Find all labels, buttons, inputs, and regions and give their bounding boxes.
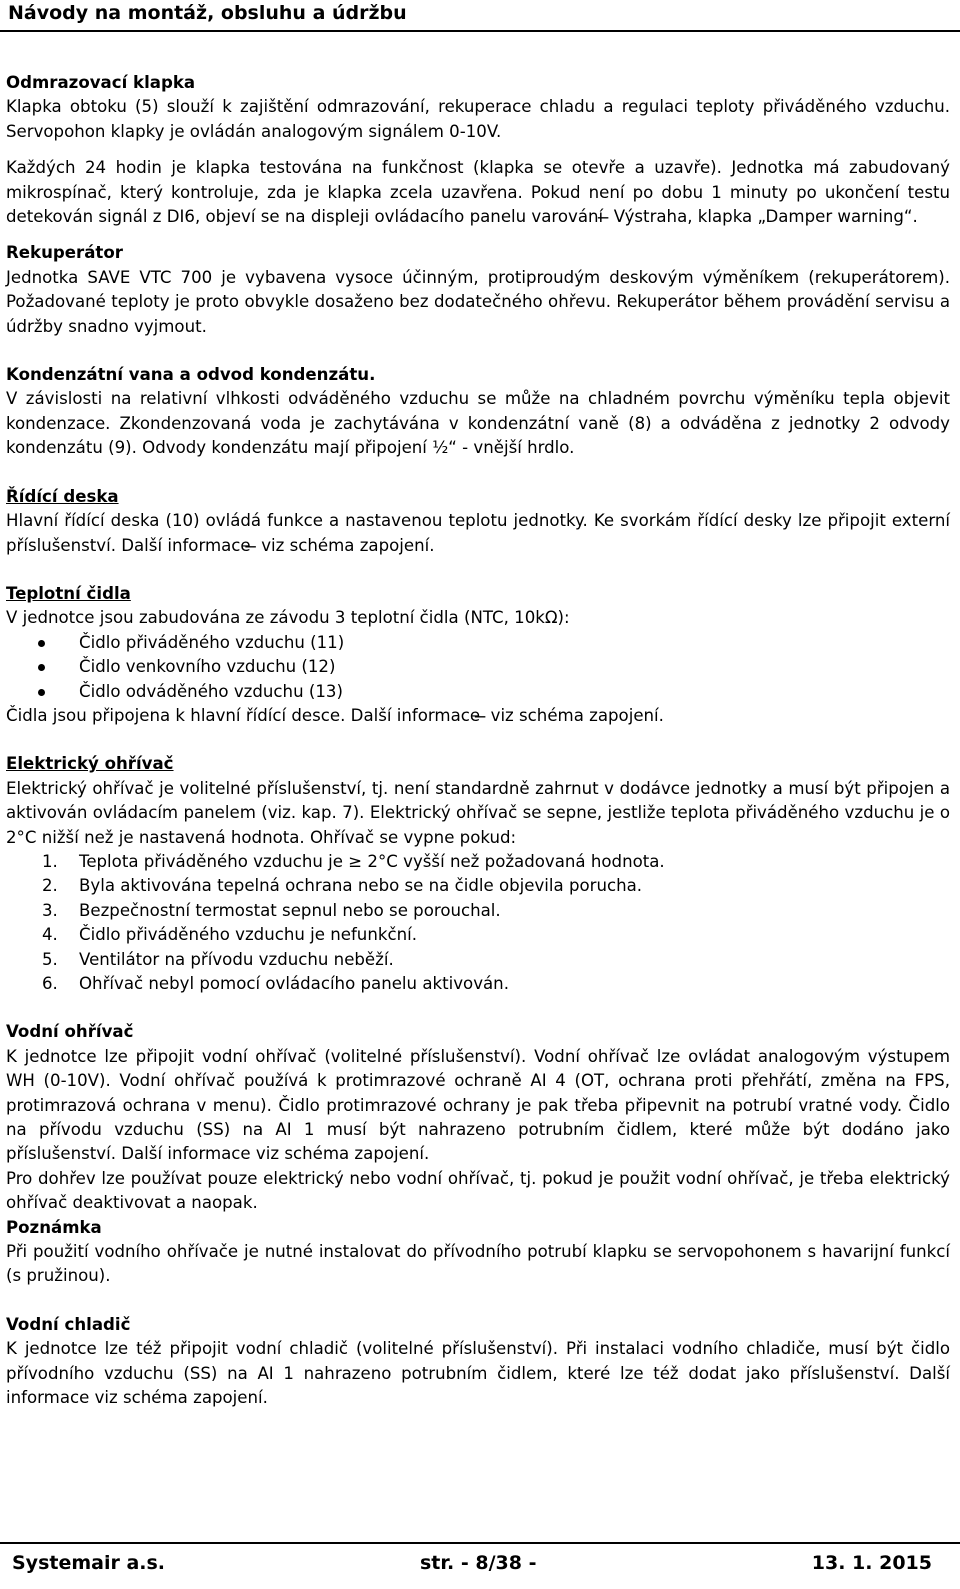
footer-rule bbox=[0, 1542, 960, 1544]
paragraph-water-cooler: K jednotce lze též připojit vodní chladič (volitelné příslušenství). Při instalaci vodního chladiče, musí být čidlo přívodního vzduchu (SS) na AI 1 nahrazeno potrubním čidlem, které lze též dodat jako příslušenství. Další informace viz schéma zapojení. bbox=[6, 1339, 950, 1408]
page-header bbox=[0, 0, 960, 32]
paragraph-water-heater-2: Pro dohřev lze používat pouze elektrický nebo vodní ohřívač, tj. pokud je použit vodní ohřívač, je třeba elektrický ohřívač deaktivovat a naopak. bbox=[6, 1168, 950, 1213]
section-heading-recuperator: Rekuperátor bbox=[6, 243, 123, 263]
list-item bbox=[6, 923, 950, 947]
list-text: Bezpečnostní termostat sepnul nebo se porouchal. bbox=[79, 900, 501, 920]
section-heading-defrost: Odmrazovací klapka bbox=[6, 73, 196, 92]
document-body bbox=[6, 71, 950, 1411]
list-text: Teplota přiváděného vzduchu je ≥ 2°C vyšší než požadovaná hodnota. bbox=[79, 851, 665, 871]
paragraph-sensors-intro: V jednotce jsou zabudována ze závodu 3 teplotní čidla (NTC, 10kΩ): bbox=[6, 608, 570, 628]
section-heading-sensors: Teplotní čidla bbox=[6, 583, 131, 603]
list-item bbox=[6, 972, 950, 996]
list-text: Čidlo přiváděného vzduchu je nefunkční. bbox=[79, 925, 417, 945]
sensor-list bbox=[6, 631, 950, 704]
footer-company: Systemair a.s. bbox=[12, 1552, 166, 1574]
list-number: 2. bbox=[42, 876, 58, 896]
list-item: Čidlo přiváděného vzduchu (11) bbox=[6, 631, 950, 655]
paragraph-recuperator: Jednotka SAVE VTC 700 je vybavena vysoce účinným, protiproudým deskovým výměníkem (rekuperátorem). Požadované teploty je proto obvykle dosaženo bez dodatečného ohřevu. Rekuperátor během provádění servisu a údržby snadno vyjmout. bbox=[6, 267, 950, 336]
list-item bbox=[6, 850, 950, 874]
list-item bbox=[6, 874, 950, 898]
section-heading-control-board: Řídící deska bbox=[6, 486, 119, 506]
list-number: 3. bbox=[42, 900, 58, 920]
list-item bbox=[6, 948, 950, 972]
heater-off-conditions bbox=[6, 850, 950, 996]
paragraph-condensate: V závislosti na relativní vlhkosti odváděného vzduchu se může na chladném povrchu výměníku tepla objevit kondenzace. Zkondenzovaná voda je zachytávána v kondenzátní vaně (8) a odváděna z jednotky 2 odvody kondenzátu (9). Odvody kondenzátu mají připojení ½“ - vnější hrdlo. bbox=[6, 389, 950, 458]
paragraph-defrost-1: Klapka obtoku (5) slouží k zajištění odmrazování, rekuperace chladu a regulaci teploty přiváděného vzduchu. Servopohon klapky je ovládán analogovým signálem 0-10V. bbox=[6, 97, 950, 141]
list-text: Ventilátor na přívodu vzduchu neběží. bbox=[79, 949, 394, 969]
list-number: 4. bbox=[42, 925, 58, 945]
paragraph-electric-heater: Elektrický ohřívač je volitelné příslušenství, tj. není standardně zahrnut v dodávce jednotky a musí být připojen a aktivován ovládacím panelem (viz. kap. 7). Elektrický ohřívač se sepne, jestliže teplota přiváděného vzduchu je o 2°C nižší než je nastavená hodnota. Ohřívač se vypne pokud: bbox=[6, 778, 950, 847]
footer-date: 13. 1. 2015 bbox=[811, 1552, 932, 1574]
list-number: 5. bbox=[42, 949, 58, 969]
list-text: Ohřívač nebyl pomocí ovládacího panelu aktivován. bbox=[79, 974, 509, 993]
list-number: 1. bbox=[42, 851, 58, 871]
paragraph-sensors-outro: Čidla jsou připojena k hlavní řídící desce. Další informace ̶ viz schéma zapojení. bbox=[6, 705, 664, 725]
list-text: Byla aktivována tepelná ochrana nebo se na čidle objevila porucha. bbox=[79, 876, 643, 896]
paragraph-control-board: Hlavní řídící deska (10) ovládá funkce a nastavenou teplotu jednotky. Ke svorkám řídící desky lze připojit externí příslušenství. Další informace ̶ viz schéma zapojení. bbox=[6, 511, 950, 555]
list-number: 6. bbox=[42, 974, 58, 993]
section-heading-electric-heater: Elektrický ohřívač bbox=[6, 754, 174, 774]
list-item: Čidlo venkovního vzduchu (12) bbox=[6, 655, 950, 679]
section-heading-water-cooler: Vodní chladič bbox=[6, 1314, 131, 1334]
paragraph-defrost-2: Každých 24 hodin je klapka testována na funkčnost (klapka se otevře a uzavře). Jednotka má zabudovaný mikrospínač, který kontroluje, zda je klapka zcela uzavřena. Pokud není po dobu 1 minuty po ukončení testu detekován signál z DI6, objeví se na displeji ovládacího panelu varování ̶ Výstraha, klapka „Damper warning“. bbox=[6, 158, 950, 227]
list-item bbox=[6, 899, 950, 923]
paragraph-note: Při použití vodního ohřívače je nutné instalovat do přívodního potrubí klapku se servopohonem s havarijní funkcí (s pružinou). bbox=[6, 1242, 950, 1286]
footer-page-number: str. - 8/38 - bbox=[420, 1552, 537, 1574]
section-heading-water-heater: Vodní ohřívač bbox=[6, 1022, 134, 1042]
header-rule bbox=[0, 30, 960, 32]
page-footer bbox=[0, 1542, 960, 1589]
document-title: Návody na montáž, obsluhu a údržbu bbox=[8, 2, 407, 24]
list-item: Čidlo odváděného vzduchu (13) bbox=[6, 680, 950, 704]
section-heading-note: Poznámka bbox=[6, 1217, 102, 1237]
section-heading-condensate: Kondenzátní vana a odvod kondenzátu. bbox=[6, 365, 376, 385]
paragraph-water-heater-1: K jednotce lze připojit vodní ohřívač (volitelné příslušenství). Vodní ohřívač lze ovládat analogovým výstupem WH (0-10V). Vodní ohřívač používá k protimrazové ochraně AI 4 (OT, ochrana proti přehřátí, změna na FPS, protimrazová ochrana v menu). Čidlo protimrazové ochrany je pak třeba připevnit na potrubí vratné vody. Čidlo na přívodu vzduchu (SS) na AI 1 musí být nahrazeno potrubním čidlem, které může být dodáno jako příslušenství. Další informace viz schéma zapojení. bbox=[6, 1046, 950, 1164]
